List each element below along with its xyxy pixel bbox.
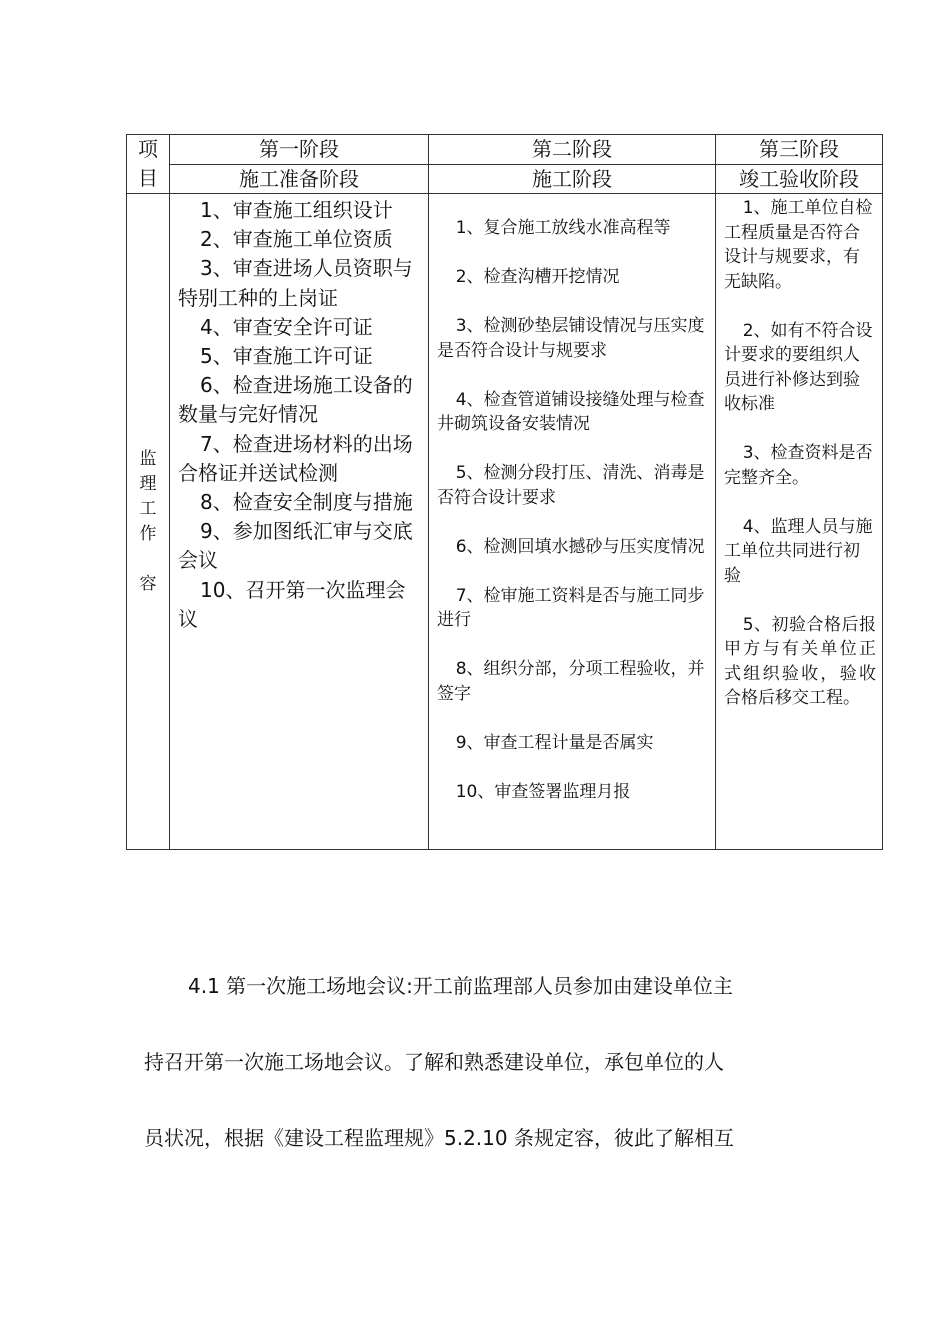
table-header-row-1 bbox=[127, 135, 883, 165]
stage-2-task: 10、审查签署监理月报 bbox=[455, 781, 631, 802]
stage-1-phase: 施工准备阶段 bbox=[170, 164, 429, 194]
stage-1-task: 2、审查施工单位资质 bbox=[200, 227, 393, 252]
stage-1-tasks-cell bbox=[170, 194, 429, 850]
stage-3-task: 2、如有不符合设计要求的要组织人员进行补修达到验收标准 bbox=[724, 320, 873, 414]
stage-1-task: 10、召开第一次监理会议 bbox=[178, 577, 406, 631]
stage-1-task: 5、审查施工许可证 bbox=[200, 344, 373, 369]
stage-3-name: 第三阶段 bbox=[716, 135, 883, 165]
row-label-char: 作 bbox=[139, 523, 157, 544]
stage-2-task: 2、检查沟槽开挖情况 bbox=[455, 267, 620, 287]
stage-1-task: 3、审查进场人员资职与特别工种的上岗证 bbox=[178, 256, 413, 310]
stage-2-task: 9、审查工程计量是否属实 bbox=[455, 732, 654, 753]
stage-3-task: 5、初验合格后报甲方与有关单位正式组织验收，验收合格后移交工程。 bbox=[724, 614, 876, 708]
item-header-top: 项 bbox=[138, 137, 158, 161]
row-label-char: 容 bbox=[139, 573, 157, 594]
stage-3-task: 4、监理人员与施工单位共同进行初验 bbox=[724, 516, 873, 586]
stage-3-task: 1、施工单位自检工程质量是否符合设计与规要求，有无缺陷。 bbox=[724, 198, 873, 292]
paragraph-line: 持召开第一次施工场地会议。了解和熟悉建设单位，承包单位的人 bbox=[144, 1050, 724, 1074]
stage-2-name: 第二阶段 bbox=[429, 135, 716, 165]
stage-2-task: 7、检审施工资料是否与施工同步进行 bbox=[437, 585, 705, 630]
stage-2-task: 1、复合施工放线水准高程等 bbox=[455, 218, 671, 238]
paragraph-line: 4.1 第一次施工场地会议:开工前监理部人员参加由建设单位主 bbox=[188, 974, 733, 998]
stage-2-tasks-cell bbox=[429, 194, 716, 850]
stage-1-task: 4、审查安全许可证 bbox=[200, 314, 373, 339]
row-label-char: 监 bbox=[139, 448, 157, 469]
stage-2-task: 8、组织分部，分项工程验收，并签字 bbox=[437, 659, 705, 704]
stage-3-task: 3、检查资料是否完整齐全。 bbox=[724, 443, 873, 488]
row-label-char: 理 bbox=[139, 473, 157, 494]
stage-2-phase: 施工阶段 bbox=[429, 164, 716, 194]
stage-3-tasks-cell bbox=[716, 194, 883, 850]
stage-2-task: 5、检测分段打压、清洗、消毒是否符合设计要求 bbox=[437, 463, 705, 508]
stage-1-task: 6、检查进场施工设备的数量与完好情况 bbox=[178, 373, 413, 427]
row-label-cell bbox=[127, 194, 170, 850]
stage-2-task: 3、检测砂垫层铺设情况与压实度是否符合设计与规要求 bbox=[437, 316, 705, 361]
stage-1-task: 1、审查施工组织设计 bbox=[200, 198, 393, 222]
stage-1-task: 8、检查安全制度与措施 bbox=[200, 490, 413, 515]
row-label-char: 工 bbox=[139, 498, 157, 519]
stage-1-task: 7、检查进场材料的出场合格证并送试检测 bbox=[178, 431, 413, 485]
stage-1-task: 9、参加图纸汇审与交底会议 bbox=[178, 519, 413, 573]
table-body-row bbox=[127, 194, 883, 850]
item-header-bottom: 目 bbox=[138, 166, 158, 190]
stage-2-task: 4、检查管道铺设接缝处理与检查井砌筑设备安装情况 bbox=[437, 389, 705, 434]
paragraph-line: 员状况，根据《建设工程监理规》5.2.10 条规定容，彼此了解相互 bbox=[144, 1126, 734, 1150]
stage-3-phase: 竣工验收阶段 bbox=[716, 164, 883, 194]
stage-1-name: 第一阶段 bbox=[170, 135, 429, 165]
stage-2-task: 6、检测回填水撼砂与压实度情况 bbox=[455, 536, 705, 557]
supervision-stage-table bbox=[126, 134, 883, 850]
table-header-row-2 bbox=[127, 164, 883, 194]
item-header-cell bbox=[127, 135, 170, 194]
